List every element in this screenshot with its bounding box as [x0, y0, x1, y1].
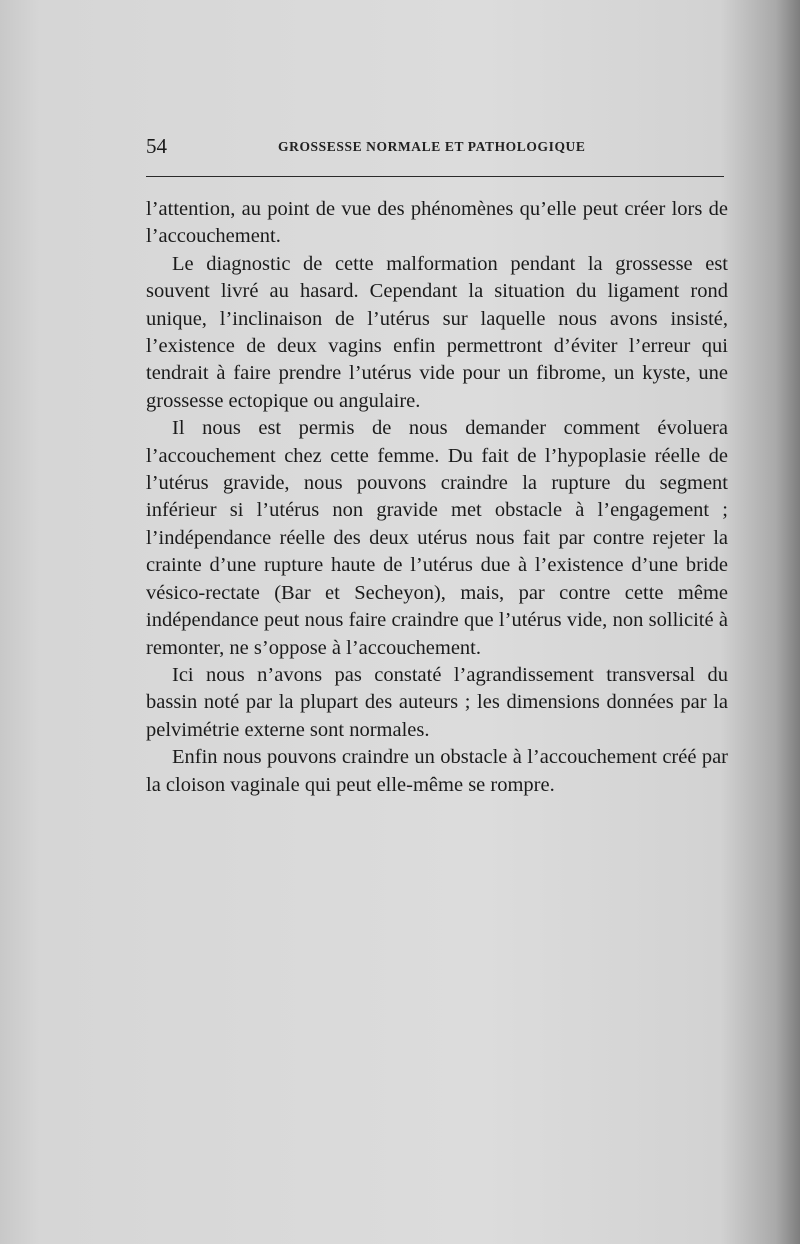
- running-title: GROSSESSE NORMALE ET PATHOLOGIQUE: [278, 139, 586, 154]
- page-number: 54: [146, 134, 167, 158]
- body-text: [146, 196, 728, 799]
- header-rule: [146, 176, 724, 177]
- paragraph: Ici nous n’avons pas constaté l’agrandissement transversal du bassin noté par la plupart des auteurs ; les dimensions données par la pelvimétrie externe sont normales.: [146, 663, 728, 741]
- paragraph: Le diagnostic de cette malformation pendant la grossesse est souvent livré au hasard. Cependant la situation du ligament rond unique, l’inclinaison de l’utérus sur laquelle nous avons insisté, l’existence de deux vagins enfin permettront d’éviter l’erreur qui tendrait à faire prendre l’utérus vide pour un fibrome, un kyste, une grossesse ectopique ou angulaire.: [146, 252, 728, 412]
- page-header: [146, 134, 724, 162]
- paragraph: Il nous est permis de nous demander comment évoluera l’accouchement chez cette femme. Du fait de l’hypoplasie réelle de l’utérus gravide, nous pouvons craindre la rupture du segment inférieur si l’utérus non gravide met obstacle à l’engagement ; l’indépendance réelle des deux utérus nous fait par contre rejeter la crainte d’une rupture haute de l’utérus due à l’existence d’une bride vésico-rectate (Bar et Secheyon), mais, par contre cette même indépendance peut nous faire craindre que l’utérus vide, non sollicité à remonter, ne s’oppose à l’accouchement.: [146, 417, 728, 659]
- paragraph: l’attention, au point de vue des phénomènes qu’elle peut créer lors de l’accouchement.: [146, 198, 728, 248]
- paragraph: Enfin nous pouvons craindre un obstacle à l’accouchement créé par la cloison vaginale qui peut elle-même se rompre.: [146, 746, 728, 796]
